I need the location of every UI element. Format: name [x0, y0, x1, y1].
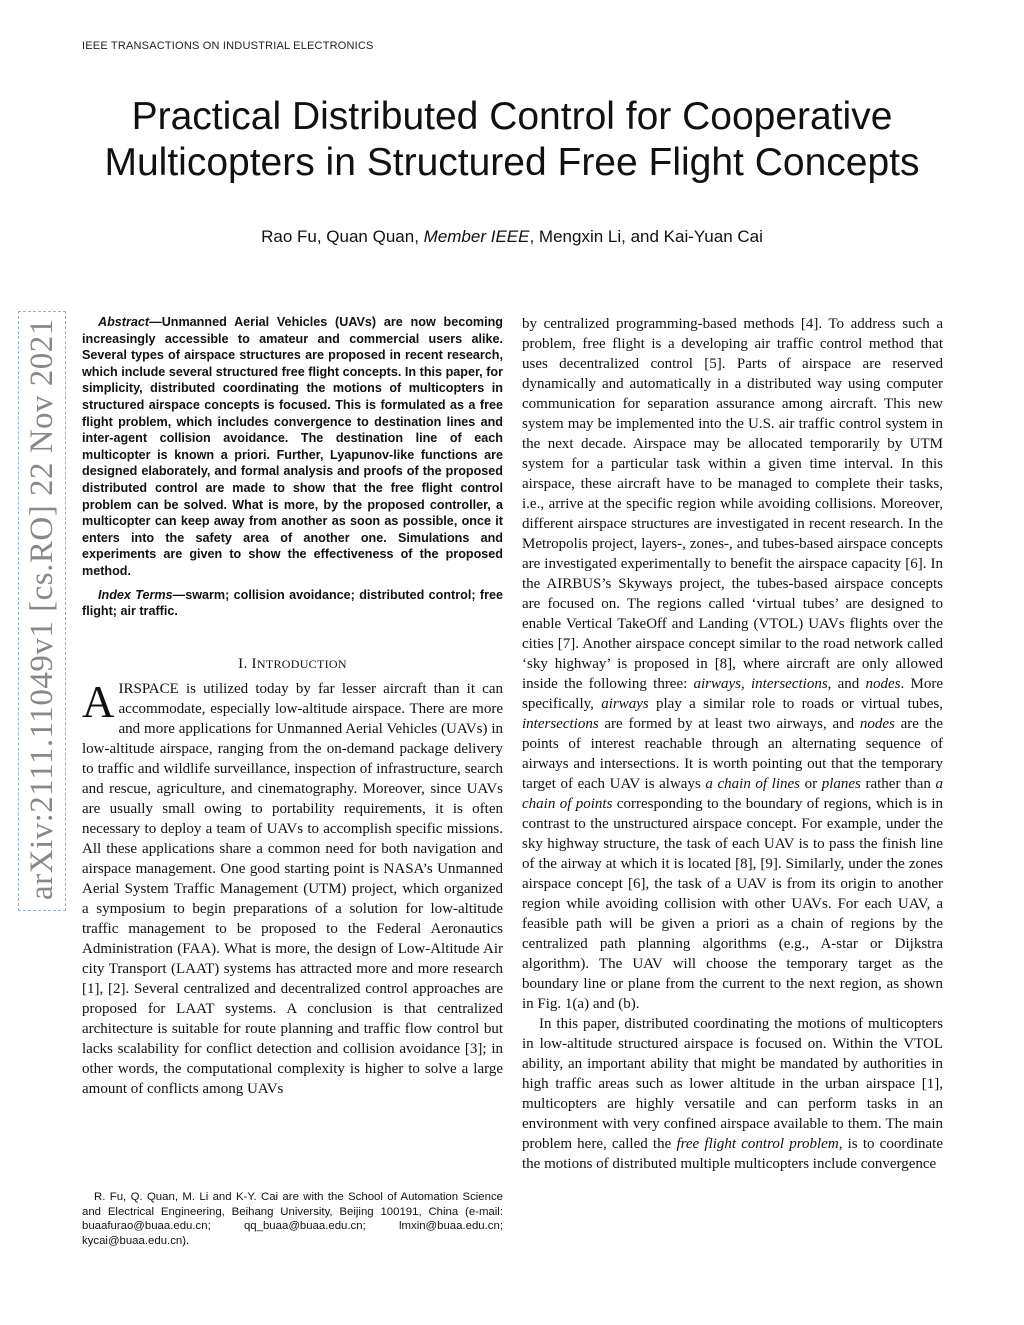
text-run: or [800, 776, 822, 792]
index-terms [82, 587, 503, 620]
text-run: , and [827, 676, 866, 692]
title-line-2: Multicopters in Structured Free Flight Concepts [104, 141, 920, 184]
emph-chain-of-lines: a chain of lines [705, 776, 801, 792]
text-run: corresponding to the boundary of regions, which is in contrast to the unstructured airspace concept. For example, under the sky highway structure, the task of each UAV is to pass the finish line of the airway at which it is located [8], [9]. Similarly, under the zones airspace concept [6], the task of a UAV is from its origin to another region while avoiding collision with other UAVs. For each UAV, a feasible path will be given a priori as a chain of regions by the centralized path planning algorithms (e.g., A-star or Dijkstra algorithm). The UAV will choose the temporary target as the boundary line or plane from the current to the next region, as shown in Fig. 1(a) and (b). [522, 796, 943, 1012]
left-column [82, 314, 503, 1099]
emph-airways: airways [601, 696, 649, 712]
abstract [82, 314, 503, 580]
paper-title [60, 94, 964, 186]
drop-cap: A [82, 676, 115, 727]
emph-intersections: intersections [522, 716, 599, 732]
text-run: , [741, 676, 752, 692]
intro-text: is utilized today by far lesser aircraft than it can accommodate, especially low-altitude airspace. There are more and more applications for Unmanned Aerial Vehicles (UAVs) in low-altitude airspace, ranging from the on-demand package delivery to traffic and wildlife surveillance, inspection of infrastructure, search and rescue, agriculture, and cinematography. Moreover, since UAVs are usually small owing to portability requirements, it is often necessary to deploy a team of UAVs to accomplish specific missions. All these applications share a common need for both navigation and airspace management. One good starting point is NASA’s Unmanned Aerial System Traffic Management (UTM) project, which organized a symposium to begin preparations of a solution for low-altitude traffic management to be proposed to the Federal Aeronautics Administration (FAA). What is more, the design of Low-Altitude Air city Transport (LAAT) systems has attracted more and more research [1], [2]. Several centralized and decentralized control approaches are proposed for LAAT systems. A conclusion is that centralized architecture is suitable for route planning and traffic flow control but lacks scalability for conflict detection and collision avoidance [3]; in other words, the computational complexity is higher to solve a large amount of conflicts among UAVs [82, 680, 503, 1097]
authors-affiliation: Member IEEE [423, 227, 530, 246]
emph-nodes: nodes [859, 716, 895, 732]
emph-planes: planes [821, 776, 861, 792]
text-run: by centralized programming-based methods [4]. To address such a problem, free flight is a developing air traffic control method that uses decentralized control [5]. Parts of airspace are reserved dynamically and automatically in a distributed way using computer communication for separation assurance among aircraft. This new system may be implemented into the U.S. air traffic control system in the next decade. Airspace may be allocated temporarily by UTM system for a particular task within a given time interval. In this airspace, these aircraft have to be managed to complete their tasks, i.e., arrive at the specific region while avoiding collisions. Moreover, different airspace structures are investigated in recent research. In the Metropolis project, layers-, zones-, and tubes-based airspace concepts are investigated experimentally to benefit the airspace capacity [6]. In the AIRBUS’s Skyways project, the tubes-based airspace concepts are focused on. The regions called ‘virtual tubes’ are designed to enable Vertical TakeOff and Landing (VTOL) UAVs flights over the cities [7]. Another airspace concept similar to the road network called ‘sky highway’ is proposed in [8], where aircraft are only allowed inside the following three: [522, 316, 943, 692]
abstract-text: —Unmanned Aerial Vehicles (UAVs) are now becoming increasingly accessible to amateur and commercial users alike. Several types of airspace structures are proposed in recent research, which include several structured free flight concepts. In this paper, for simplicity, distributed coordinating the motions of multicopters in structured airspace concepts is focused. This is formulated as a free flight problem, which includes convergence to destination lines and inter-agent collision avoidance. The destination line of each multicopter is known a priori. Further, Lyapunov-like functions are designed elaborately, and formal analysis and proofs of the proposed distributed control are made to show that the free flight control problem can be solved. What is more, by the proposed controller, a multicopter can keep away from another as soon as possible, once it enters into the safety area of another one. Simulations and experiments are given to show the effectiveness of the proposed method. [82, 315, 503, 578]
section-smallcaps: NTRODUCTION [256, 656, 347, 671]
text-run: are formed by at least two airways, and [598, 716, 860, 732]
emph-chain-of-points: a chain of points [522, 776, 943, 812]
running-head: IEEE TRANSACTIONS ON INDUSTRIAL ELECTRONICS [82, 40, 374, 52]
section-numeral: I. I [238, 655, 257, 672]
text-run: In this paper, distributed coordinating the motions of multicopters in low-altitude structured airspace is focused on. Within the VTOL ability, an important ability that might be mandated by authorities in high traffic areas such as lower altitude in the urban airspace [1], multicopters are highly versatile and can perform tasks in an environment with very confined airspace available to them. The main problem here, called the [522, 1016, 943, 1152]
text-run: . More specifically, [522, 676, 943, 712]
emph-nodes: nodes [865, 676, 901, 692]
title-line-1: Practical Distributed Control for Cooperative [131, 95, 893, 138]
author-list [60, 227, 964, 247]
index-terms-text: —swarm; collision avoidance; distributed control; free flight; air traffic. [82, 587, 503, 619]
text-run: play a similar role to roads or virtual tubes, [648, 696, 943, 712]
right-paragraph-1 [522, 314, 943, 1014]
abstract-label: Abstract [98, 315, 150, 329]
index-terms-label: Index Terms [98, 587, 173, 602]
right-column [522, 314, 943, 1174]
intro-lead: IRSPACE [118, 680, 179, 697]
emph-intersections: intersections [751, 676, 828, 692]
emph-airways: airways [693, 676, 742, 692]
authors-part-2: , Mengxin Li, and Kai-Yuan Cai [529, 227, 763, 246]
text-run: are the points of interest reachable through an alternating sequence of airways and intersections. It is worth pointing out that the temporary target of each UAV is always [522, 716, 944, 792]
arxiv-stamp: arXiv:2111.11049v1 [cs.RO] 22 Nov 2021 [24, 318, 60, 900]
text-run: rather than [860, 776, 936, 792]
text-run: , is to coordinate the motions of distributed multiple multicopters include convergence [522, 1136, 943, 1172]
emph-free-flight-control-problem: free flight control problem [676, 1136, 839, 1152]
intro-paragraph [82, 676, 503, 1099]
section-heading-introduction [82, 656, 503, 673]
author-footnote: R. Fu, Q. Quan, M. Li and K-Y. Cai are with the School of Automation Science and Electrical Engineering, Beihang University, Beijing 100191, China (e-mail: buaafurao@buaa.edu.cn; qq_buaa@buaa.edu.cn; lmxin@buaa.edu.cn; kycai@buaa.edu.cn). [82, 1191, 503, 1247]
authors-part-1: Rao Fu, Quan Quan, [261, 227, 424, 246]
right-paragraph-2 [522, 1014, 943, 1174]
